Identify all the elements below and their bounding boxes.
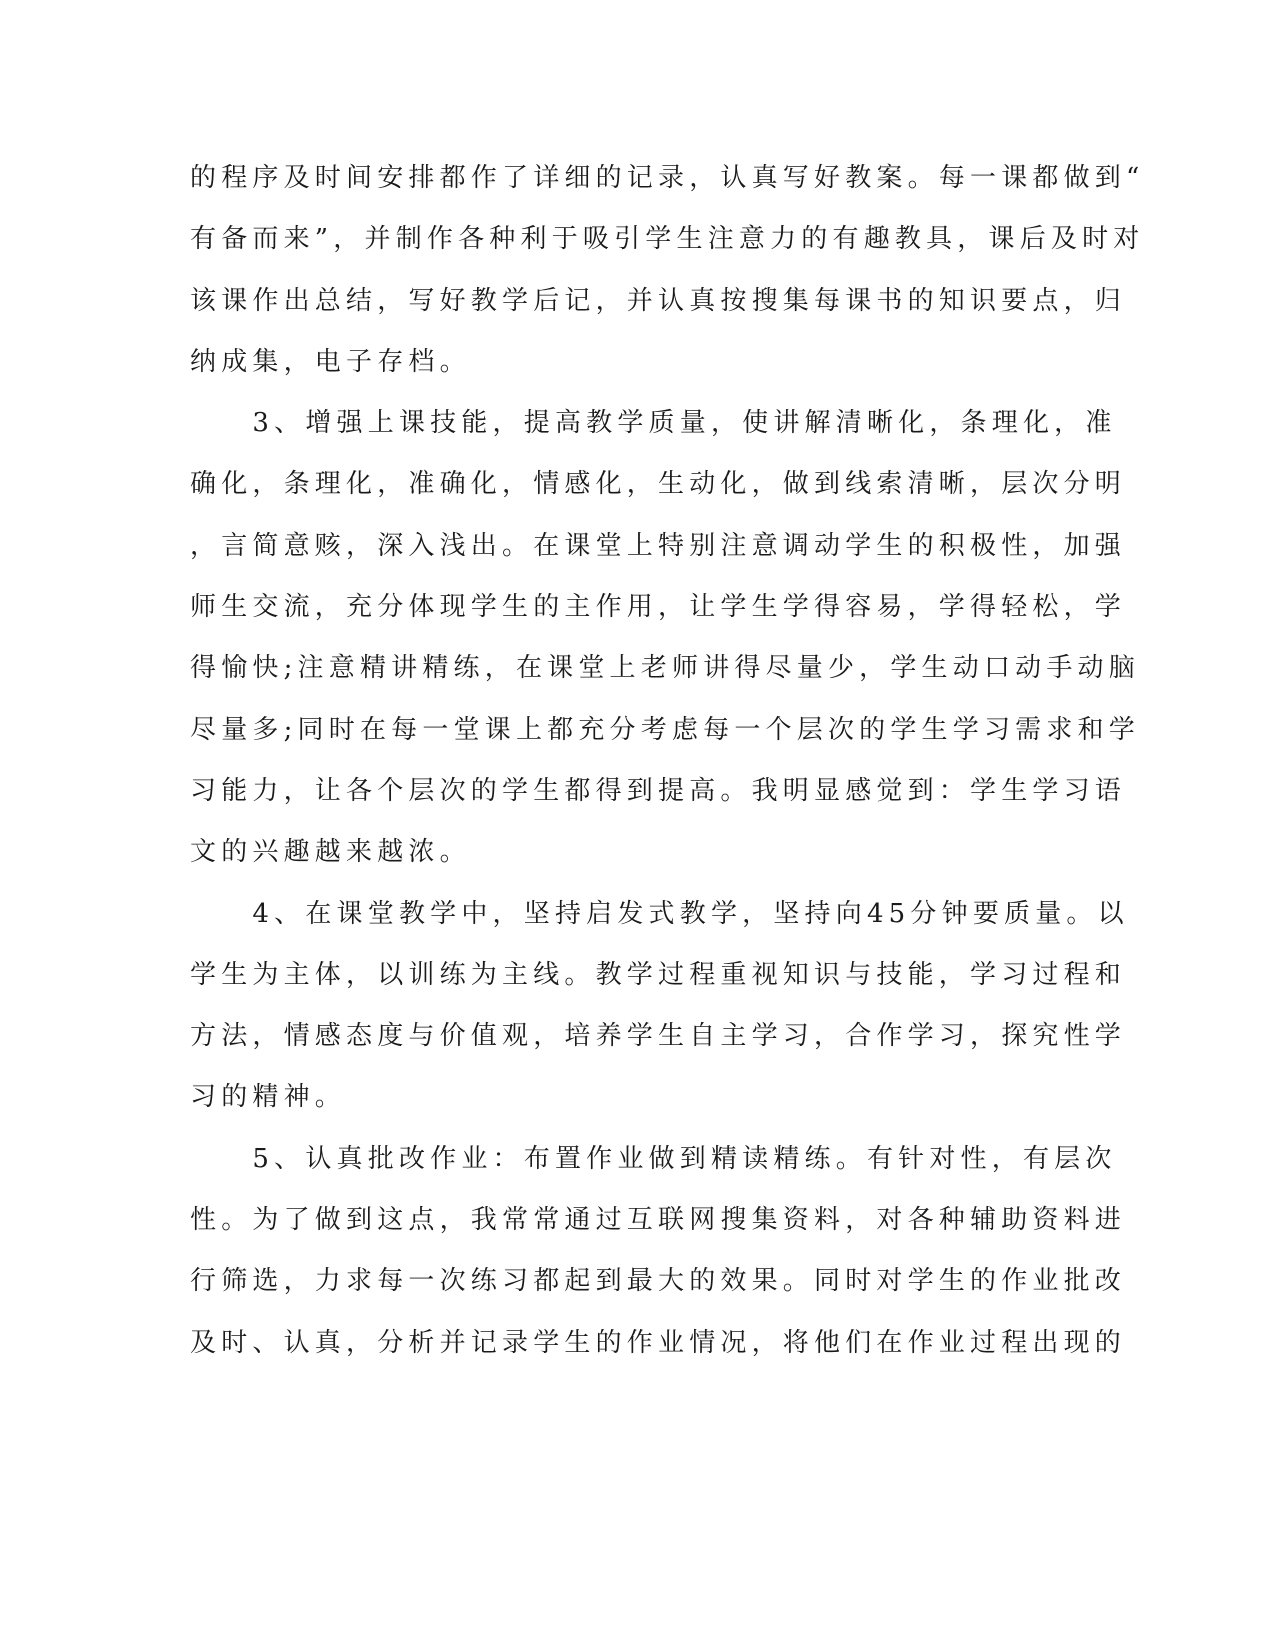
text-line: 习能力，让各个层次的学生都得到提高。我明显感觉到：学生学习语 xyxy=(190,775,1127,806)
text-line: 性。为了做到这点，我常常通过互联网搜集资料，对各种辅助资料进 xyxy=(190,1205,1127,1236)
text-line: 纳成集，电子存档。 xyxy=(190,346,471,377)
text-line: 该课作出总结，写好教学后记，并认真按搜集每课书的知识要点，归 xyxy=(190,285,1127,316)
text-line: 5、认真批改作业：布置作业做到精读精练。有针对性，有层次 xyxy=(190,1143,1117,1174)
text-line: 及时、认真，分析并记录学生的作业情况，将他们在作业过程出现的 xyxy=(190,1327,1127,1358)
text-line: 方法，情感态度与价值观，培养学生自主学习，合作学习，探究性学 xyxy=(190,1021,1127,1052)
text-line: 尽量多;同时在每一堂课上都充分考虑每一个层次的学生学习需求和学 xyxy=(190,714,1140,745)
text-line: ，言简意赅，深入浅出。在课堂上特别注意调动学生的积极性，加强 xyxy=(190,530,1127,561)
text-line: 文的兴趣越来越浓。 xyxy=(190,837,471,868)
text-line: 有备而来”，并制作各种利于吸引学生注意力的有趣教具，课后及时对 xyxy=(190,224,1145,255)
text-line: 4、在课堂教学中，坚持启发式教学，坚持向45分钟要质量。以 xyxy=(190,898,1129,929)
text-line: 行筛选，力求每一次练习都起到最大的效果。同时对学生的作业批改 xyxy=(190,1266,1127,1297)
text-line: 3、增强上课技能，提高教学质量，使讲解清晰化，条理化，准 xyxy=(190,408,1117,439)
body-text xyxy=(190,148,1145,1374)
text-line: 学生为主体，以训练为主线。教学过程重视知识与技能，学习过程和 xyxy=(190,959,1127,990)
text-line: 习的精神。 xyxy=(190,1082,347,1113)
text-line: 的程序及时间安排都作了详细的记录，认真写好教案。每一课都做到“ xyxy=(190,163,1145,193)
text-line: 确化，条理化，准确化，情感化，生动化，做到线索清晰，层次分明 xyxy=(190,469,1127,500)
text-line: 得愉快;注意精讲精练，在课堂上老师讲得尽量少，学生动口动手动脑 xyxy=(190,653,1140,684)
text-line: 师生交流，充分体现学生的主作用，让学生学得容易，学得轻松，学 xyxy=(190,592,1127,623)
